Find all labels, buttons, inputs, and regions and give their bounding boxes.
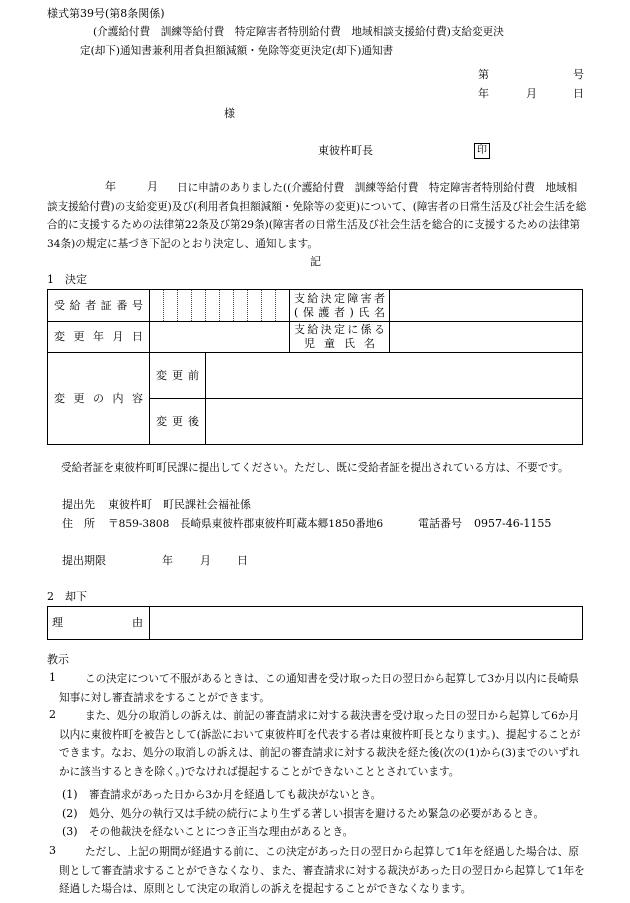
deadline-year: 年 (162, 554, 173, 567)
deadline-label: 提出期限 (62, 554, 106, 567)
teaching-sub-2: 処分、処分の執行又は手続の続行により生ずる著しい損害を避けるため緊急の必要があるとき。 (89, 808, 545, 820)
teaching-item-2: また、処分の取消しの訴えは、前記の審査請求に対する裁決書を受け取った日の翌日から起算して6か月以内に東彼杵町を被告として(訴訟において東彼杵町を代表する者は東彼杵町長となります。)、提起することができます。なお、処分の取消しの訴えは、前記の審査請求に対する裁決を経た後(次の(1)から(3)までのいずれかに該当するときを除く。)でなければ提起することができないこととされています。 (59, 710, 581, 778)
ki-heading: 記 (310, 255, 321, 268)
child-name-field[interactable] (390, 322, 583, 353)
intro-paragraph: 日に申請のありました((介護給付費 訓練等給付費 特定障害者特別給付費 地域相談支援給付費)の支給変更)及び(利用者負担額減額・免除等の変更)について、(障害者の日常生活及び社会生活を総合的に支援するための法律第22条及び第29条)(障害者の日常生活及び社会生活を総合的に支援するための法律第34条)の規定に基づき下記のとおり決定し、通知します。 (47, 182, 587, 250)
change-content-label: 変更の内容 (48, 353, 150, 445)
teaching-item-2-number: 2 (49, 708, 56, 721)
after-label: 変更後 (150, 399, 206, 445)
date-day: 日 (573, 87, 584, 100)
section-decision-title: 1 決定 (47, 273, 87, 286)
recipient-number-digit[interactable] (248, 290, 262, 322)
teaching-sub-3: その他裁決を経ないことにつき正当な理由があるとき。 (89, 826, 354, 838)
change-date-label: 変更年月日 (48, 322, 150, 353)
title-line-1: (介護給付費 訓練等給付費 特定障害者特別給付費 地域相談支援給付費)支給変更決 (93, 26, 504, 38)
intro-year: 年 (105, 180, 116, 193)
reason-label: 理由 (48, 607, 150, 640)
intro-month: 月 (147, 180, 158, 193)
teaching-sub-1: 審査請求があった日から3か月を経過しても裁決がないとき。 (89, 789, 382, 801)
address-label: 住 所 (62, 517, 95, 530)
recipient-number-digit[interactable] (150, 290, 164, 322)
recipient-number-digit[interactable] (192, 290, 206, 322)
child-name-label: 支給決定に係る 児童氏名 (290, 322, 390, 353)
teaching-title: 教示 (47, 653, 69, 666)
teaching-item-3-number: 3 (49, 844, 56, 857)
teaching-sub-2-number: (2) (62, 807, 78, 820)
date-year: 年 (478, 87, 489, 100)
disabled-person-name-label: 支給決定障害者 (保護者)氏名 (290, 290, 390, 322)
teaching-sub-3-number: (3) (62, 825, 78, 838)
before-field[interactable] (206, 353, 583, 399)
recipient-number-digit[interactable] (178, 290, 192, 322)
decision-table (47, 289, 583, 445)
teaching-item-1: この決定について不服があるときは、この通知書を受け取った日の翌日から起算して3か月以内に長崎県知事に対し審査請求をすることができます。 (59, 673, 579, 704)
address-value: 〒859-3808 長崎県東彼杵郡東彼杵町蔵本郷1850番地6 (108, 518, 384, 530)
addressee-suffix: 様 (224, 107, 235, 120)
recipient-number-label: 受給者証番号 (48, 290, 150, 322)
recipient-number-digit[interactable] (206, 290, 220, 322)
seal-mark (474, 142, 490, 159)
destination-value: 東彼杵町 町民課社会福祉係 (108, 498, 251, 511)
date-month: 月 (526, 87, 537, 100)
tel-label: 電話番号 (418, 517, 462, 530)
rejection-table (47, 606, 583, 640)
destination-label: 提出先 (62, 498, 95, 511)
deadline-month: 月 (200, 554, 211, 567)
title-line-2: 定(却下)通知書兼利用者負担額減額・免除等変更決定(却下)通知書 (80, 45, 394, 57)
reason-field[interactable] (150, 607, 583, 640)
tel-value: 0957-46-1155 (474, 517, 552, 530)
form-number: 様式第39号(第8条関係) (47, 7, 165, 20)
section-rejection-title: 2 却下 (47, 590, 87, 603)
before-label: 変更前 (150, 353, 206, 399)
submission-note: 受給者証を東彼杵町町民課に提出してください。ただし、既に受給者証を提出されている方は、不要です。 (61, 462, 569, 474)
number-label: 第 (478, 68, 489, 81)
teaching-item-3: ただし、上記の期間が経過する前に、この決定があった日の翌日から起算して1年を経過した場合は、原則として審査請求することができなくなり、また、審査請求に対する裁決があった日の翌日から起算して1年を経過した場合は、原則として決定の取消しの訴えを提起することができなくなります。 (59, 846, 585, 895)
issuer-name: 東彼杵町長 (318, 144, 373, 157)
recipient-number-digit[interactable] (234, 290, 248, 322)
recipient-number-digit[interactable] (220, 290, 234, 322)
after-field[interactable] (206, 399, 583, 445)
teaching-item-1-number: 1 (49, 671, 56, 684)
seal-stamp-icon: 印 (474, 143, 490, 159)
recipient-number-digit[interactable] (276, 290, 290, 322)
teaching-sub-1-number: (1) (62, 788, 78, 801)
deadline-day: 日 (237, 554, 248, 567)
recipient-number-digit[interactable] (164, 290, 178, 322)
disabled-person-name-field[interactable] (390, 290, 583, 322)
recipient-number-digit[interactable] (262, 290, 276, 322)
number-suffix: 号 (573, 68, 584, 81)
change-date-field[interactable] (150, 322, 290, 353)
